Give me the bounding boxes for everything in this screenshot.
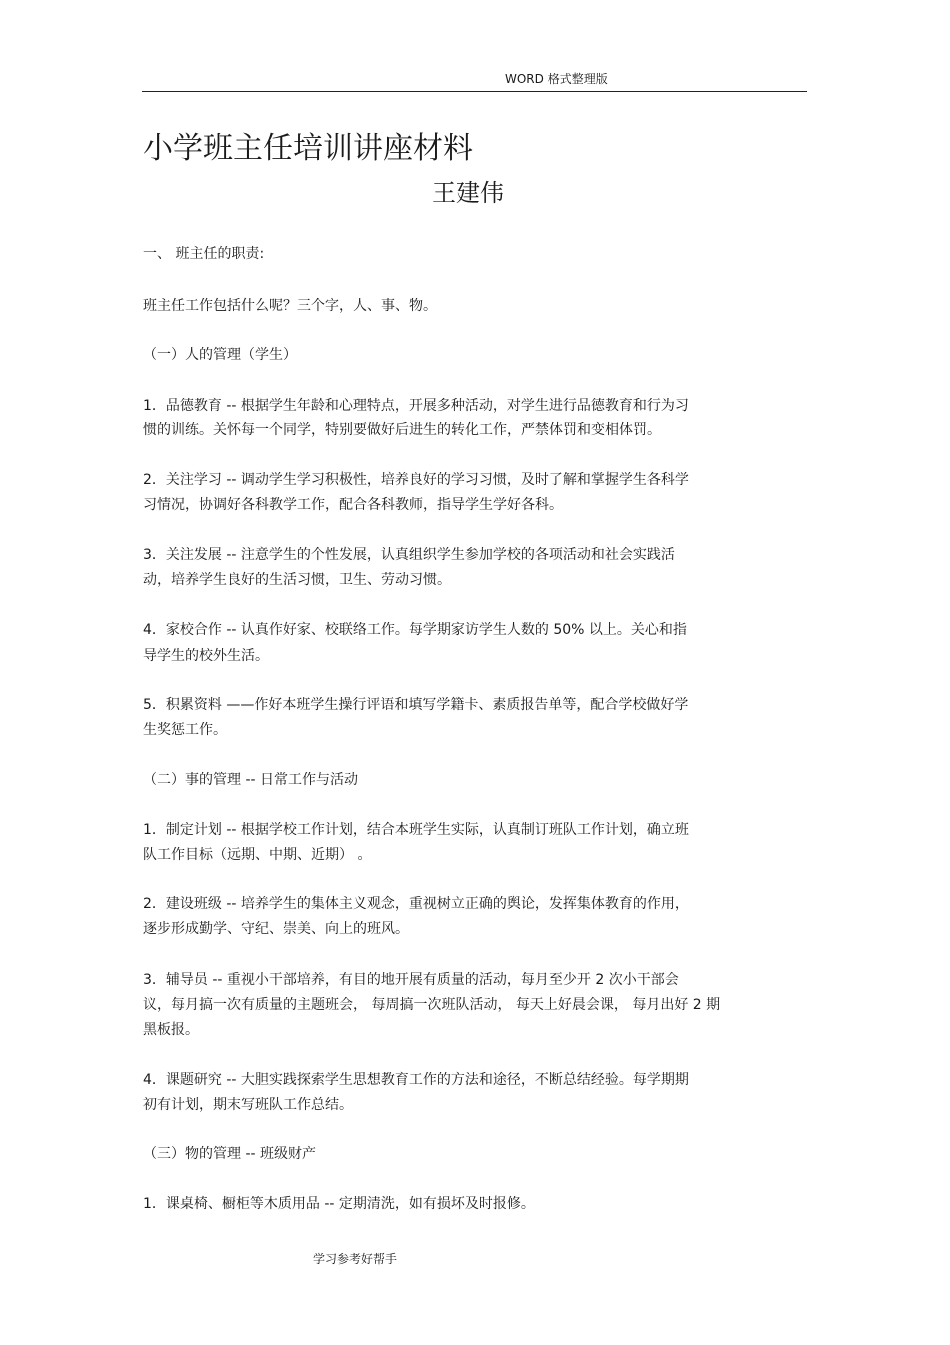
paragraph-line: 班主任工作包括什么呢？三个字，人、事、物。	[143, 298, 437, 314]
paragraph-line: 1．制定计划 -- 根据学校工作计划，结合本班学生实际，认真制订班队工作计划，确立班	[143, 822, 689, 838]
paragraph-line: 3．辅导员 -- 重视小干部培养，有目的地开展有质量的活动，每月至少开 2 次小干部会	[143, 972, 679, 988]
subsection-heading: （三）物的管理 -- 班级财产	[143, 1146, 317, 1162]
paragraph-line: 5．积累资料 ——作好本班学生操行评语和填写学籍卡、素质报告单等，配合学校做好学	[143, 697, 689, 713]
paragraph-line: 4．家校合作 -- 认真作好家、校联络工作。每学期家访学生人数的 50% 以上。关心和指	[143, 622, 687, 638]
section-heading: 一、 班主任的职责:	[143, 246, 265, 262]
paragraph-line: 2．建设班级 -- 培养学生的集体主义观念，重视树立正确的舆论，发挥集体教育的作用，	[143, 896, 689, 912]
paragraph-line: 习情况，协调好各科教学工作，配合各科教师，指导学生学好各科。	[143, 497, 563, 513]
paragraph-line: 议，每月搞一次有质量的主题班会， 每周搞一次班队活动， 每天上好晨会课， 每月出好 2 期	[143, 997, 721, 1013]
paragraph-line: 逐步形成勤学、守纪、崇美、向上的班风。	[143, 921, 409, 937]
paragraph-line: 动，培养学生良好的生活习惯，卫生、劳动习惯。	[143, 572, 451, 588]
paragraph-line: 黑板报。	[143, 1022, 199, 1038]
paragraph-line: 3．关注发展 -- 注意学生的个性发展，认真组织学生参加学校的各项活动和社会实践活	[143, 547, 675, 563]
page-header: WORD 格式整理版	[505, 72, 608, 86]
paragraph-line: 2．关注学习 -- 调动学生学习积极性，培养良好的学习习惯，及时了解和掌握学生各科学	[143, 472, 689, 488]
header-divider	[142, 91, 807, 92]
document-title: 小学班主任培训讲座材料	[143, 131, 473, 166]
page-footer: 学习参考好帮手	[313, 1252, 398, 1266]
author-name: 王建伟	[432, 179, 504, 207]
paragraph-line: 惯的训练。关怀每一个同学，特别要做好后进生的转化工作，严禁体罚和变相体罚。	[143, 422, 661, 438]
subsection-heading: （一）人的管理（学生）	[143, 347, 297, 363]
paragraph-line: 4．课题研究 -- 大胆实践探索学生思想教育工作的方法和途径，不断总结经验。每学期期	[143, 1072, 689, 1088]
paragraph-line: 初有计划，期末写班队工作总结。	[143, 1097, 353, 1113]
paragraph-line: 队工作目标（远期、中期、近期） 。	[143, 847, 372, 863]
paragraph-line: 导学生的校外生活。	[143, 648, 269, 664]
paragraph-line: 生奖惩工作。	[143, 722, 227, 738]
subsection-heading: （二）事的管理 -- 日常工作与活动	[143, 772, 359, 788]
paragraph-line: 1．课桌椅、橱柜等木质用品 -- 定期清洗，如有损坏及时报修。	[143, 1196, 535, 1212]
paragraph-line: 1．品德教育 -- 根据学生年龄和心理特点，开展多种活动，对学生进行品德教育和行为习	[143, 398, 689, 414]
